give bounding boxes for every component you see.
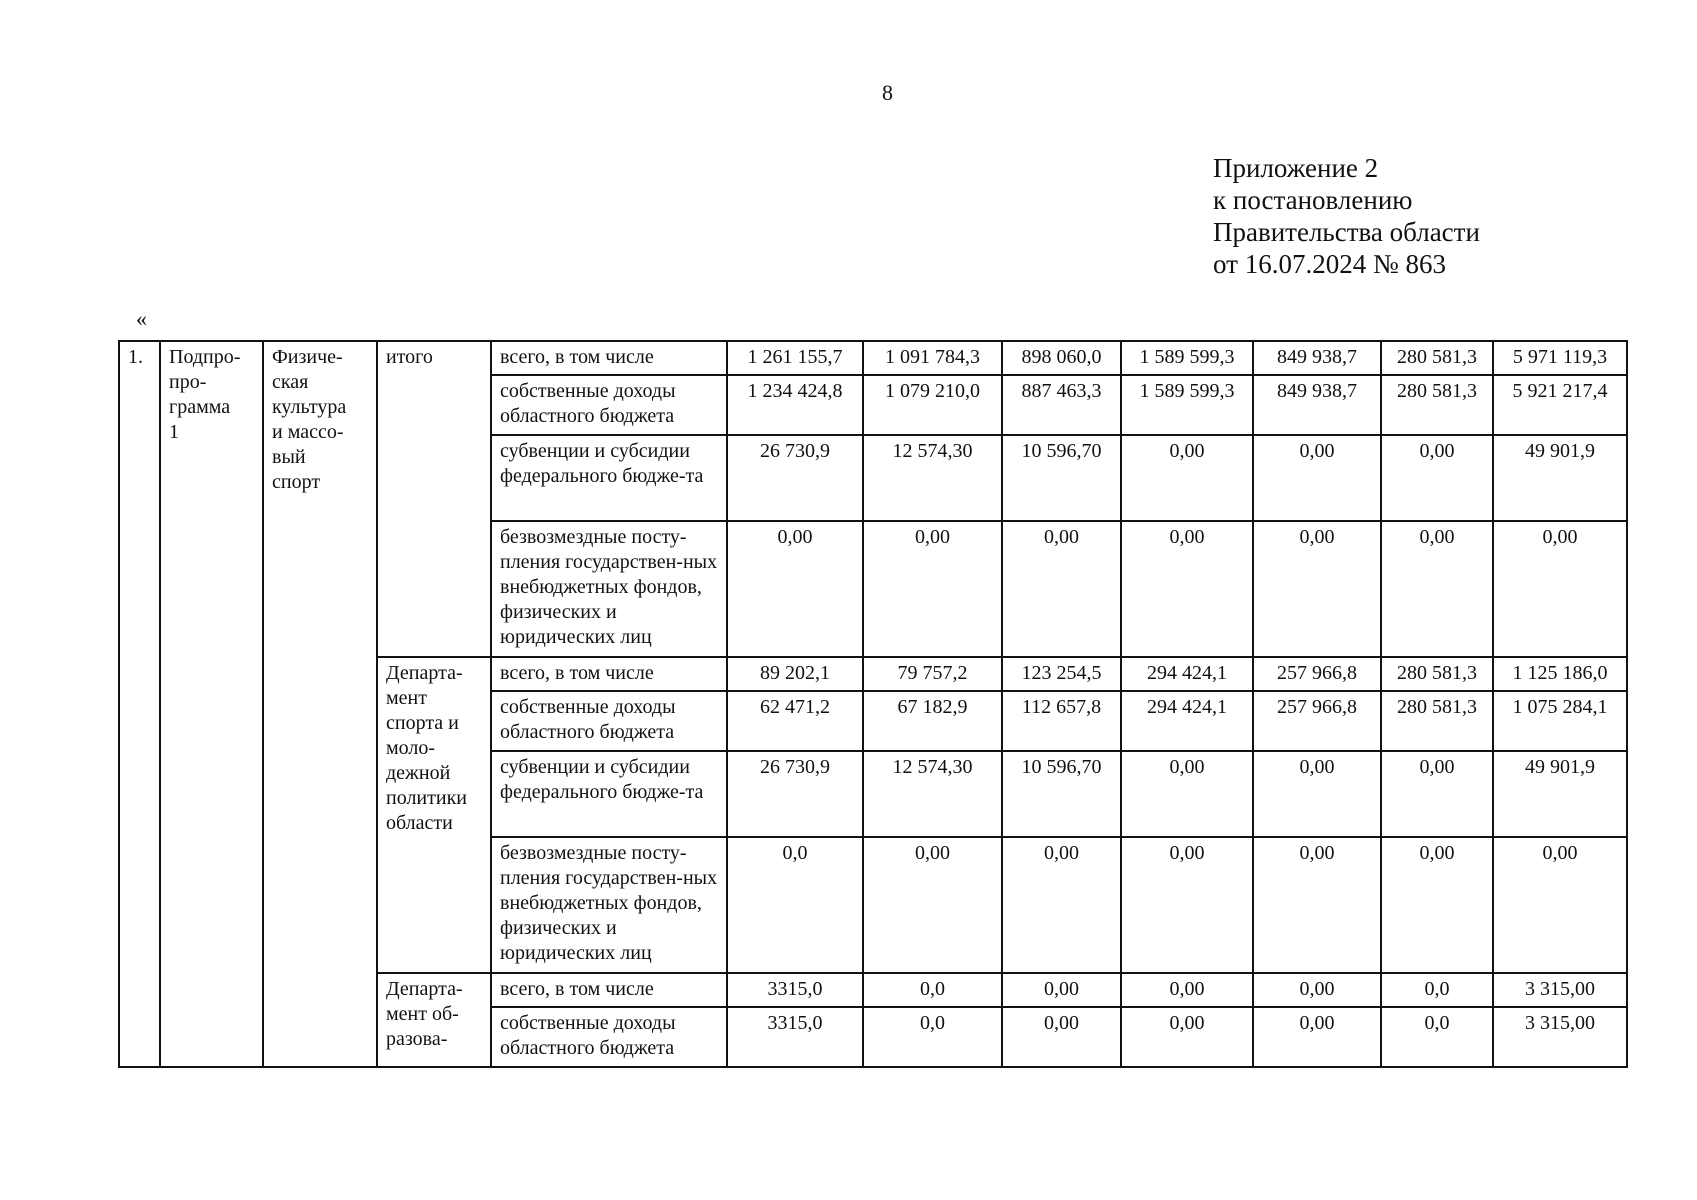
value-cell: 5 921 217,4	[1493, 375, 1627, 435]
appendix-line-4: от 16.07.2024 № 863	[1213, 249, 1446, 279]
value-cell: 12 574,30	[863, 435, 1002, 521]
funding-source-cell: собственные доходы областного бюджета	[491, 691, 727, 751]
value-cell: 0,00	[1381, 521, 1493, 657]
value-cell: 0,00	[1493, 521, 1627, 657]
value-cell: 0,00	[1121, 1007, 1253, 1067]
value-cell: 0,0	[863, 1007, 1002, 1067]
funding-source-cell: субвенции и субсидии федерального бюдже-та	[491, 435, 727, 521]
value-cell: 1 589 599,3	[1121, 375, 1253, 435]
page-number: 8	[882, 80, 893, 105]
value-cell: 0,00	[1381, 435, 1493, 521]
value-cell: 0,00	[1253, 1007, 1381, 1067]
value-cell: 10 596,70	[1002, 751, 1121, 837]
value-cell: 62 471,2	[727, 691, 863, 751]
subprogram-name-cell: Физиче- ская культура и массо- вый спорт	[263, 341, 377, 1067]
executor-cell: Департа- мент об- разова-	[377, 973, 491, 1067]
value-cell: 0,00	[1121, 973, 1253, 1007]
value-cell: 0,00	[1121, 837, 1253, 973]
value-cell: 0,00	[1253, 973, 1381, 1007]
value-cell: 0,00	[1381, 751, 1493, 837]
value-cell: 0,00	[863, 521, 1002, 657]
value-cell: 0,00	[1253, 751, 1381, 837]
value-cell: 0,00	[1002, 521, 1121, 657]
funding-source-cell: собственные доходы областного бюджета	[491, 1007, 727, 1067]
value-cell: 79 757,2	[863, 657, 1002, 691]
value-cell: 1 234 424,8	[727, 375, 863, 435]
value-cell: 0,0	[1381, 1007, 1493, 1067]
value-cell: 1 079 210,0	[863, 375, 1002, 435]
row-number-cell: 1.	[119, 341, 160, 1067]
value-cell: 280 581,3	[1381, 691, 1493, 751]
value-cell: 1 075 284,1	[1493, 691, 1627, 751]
appendix-line-2: к постановлению	[1213, 185, 1413, 215]
funding-source-cell: безвозмездные посту-пления государствен-ных внебюджетных фондов, физических и юридических лиц	[491, 837, 727, 973]
value-cell: 280 581,3	[1381, 657, 1493, 691]
value-cell: 0,00	[1381, 837, 1493, 973]
subprogram-cell: Подпро- про- грамма 1	[160, 341, 263, 1067]
value-cell: 123 254,5	[1002, 657, 1121, 691]
value-cell: 0,00	[1121, 521, 1253, 657]
value-cell: 0,00	[863, 837, 1002, 973]
value-cell: 0,00	[1002, 973, 1121, 1007]
value-cell: 0,00	[1121, 435, 1253, 521]
value-cell: 0,00	[1253, 837, 1381, 973]
budget-table-body	[119, 341, 1627, 1067]
value-cell: 294 424,1	[1121, 657, 1253, 691]
value-cell: 0,00	[1253, 435, 1381, 521]
value-cell: 112 657,8	[1002, 691, 1121, 751]
value-cell: 0,00	[1002, 837, 1121, 973]
value-cell: 12 574,30	[863, 751, 1002, 837]
value-cell: 0,00	[1253, 521, 1381, 657]
value-cell: 0,0	[1381, 973, 1493, 1007]
value-cell: 280 581,3	[1381, 375, 1493, 435]
funding-source-cell: субвенции и субсидии федерального бюдже-та	[491, 751, 727, 837]
value-cell: 0,00	[1002, 1007, 1121, 1067]
appendix-line-3: Правительства области	[1213, 217, 1480, 247]
value-cell: 898 060,0	[1002, 341, 1121, 375]
value-cell: 49 901,9	[1493, 751, 1627, 837]
value-cell: 67 182,9	[863, 691, 1002, 751]
budget-table	[118, 340, 1628, 1068]
funding-source-cell: всего, в том числе	[491, 657, 727, 691]
value-cell: 10 596,70	[1002, 435, 1121, 521]
value-cell: 3 315,00	[1493, 973, 1627, 1007]
appendix-block	[1213, 152, 1480, 280]
value-cell: 1 125 186,0	[1493, 657, 1627, 691]
value-cell: 0,0	[727, 837, 863, 973]
value-cell: 5 971 119,3	[1493, 341, 1627, 375]
value-cell: 0,00	[727, 521, 863, 657]
value-cell: 89 202,1	[727, 657, 863, 691]
value-cell: 26 730,9	[727, 435, 863, 521]
funding-source-cell: безвозмездные посту-пления государствен-ных внебюджетных фондов, физических и юридических лиц	[491, 521, 727, 657]
value-cell: 0,0	[863, 973, 1002, 1007]
value-cell: 3 315,00	[1493, 1007, 1627, 1067]
value-cell: 887 463,3	[1002, 375, 1121, 435]
value-cell: 3315,0	[727, 1007, 863, 1067]
value-cell: 0,00	[1493, 837, 1627, 973]
value-cell: 280 581,3	[1381, 341, 1493, 375]
funding-source-cell: всего, в том числе	[491, 341, 727, 375]
funding-source-cell: собственные доходы областного бюджета	[491, 375, 727, 435]
value-cell: 294 424,1	[1121, 691, 1253, 751]
table-row	[119, 341, 1627, 375]
value-cell: 257 966,8	[1253, 691, 1381, 751]
value-cell: 26 730,9	[727, 751, 863, 837]
value-cell: 257 966,8	[1253, 657, 1381, 691]
opening-quote: «	[136, 306, 147, 331]
funding-source-cell: всего, в том числе	[491, 973, 727, 1007]
value-cell: 3315,0	[727, 973, 863, 1007]
value-cell: 1 261 155,7	[727, 341, 863, 375]
executor-cell: Департа- мент спорта и моло- дежной политики области	[377, 657, 491, 973]
value-cell: 1 589 599,3	[1121, 341, 1253, 375]
value-cell: 1 091 784,3	[863, 341, 1002, 375]
appendix-line-1: Приложение 2	[1213, 153, 1379, 183]
value-cell: 0,00	[1121, 751, 1253, 837]
executor-cell: итого	[377, 341, 491, 657]
value-cell: 849 938,7	[1253, 341, 1381, 375]
value-cell: 849 938,7	[1253, 375, 1381, 435]
value-cell: 49 901,9	[1493, 435, 1627, 521]
